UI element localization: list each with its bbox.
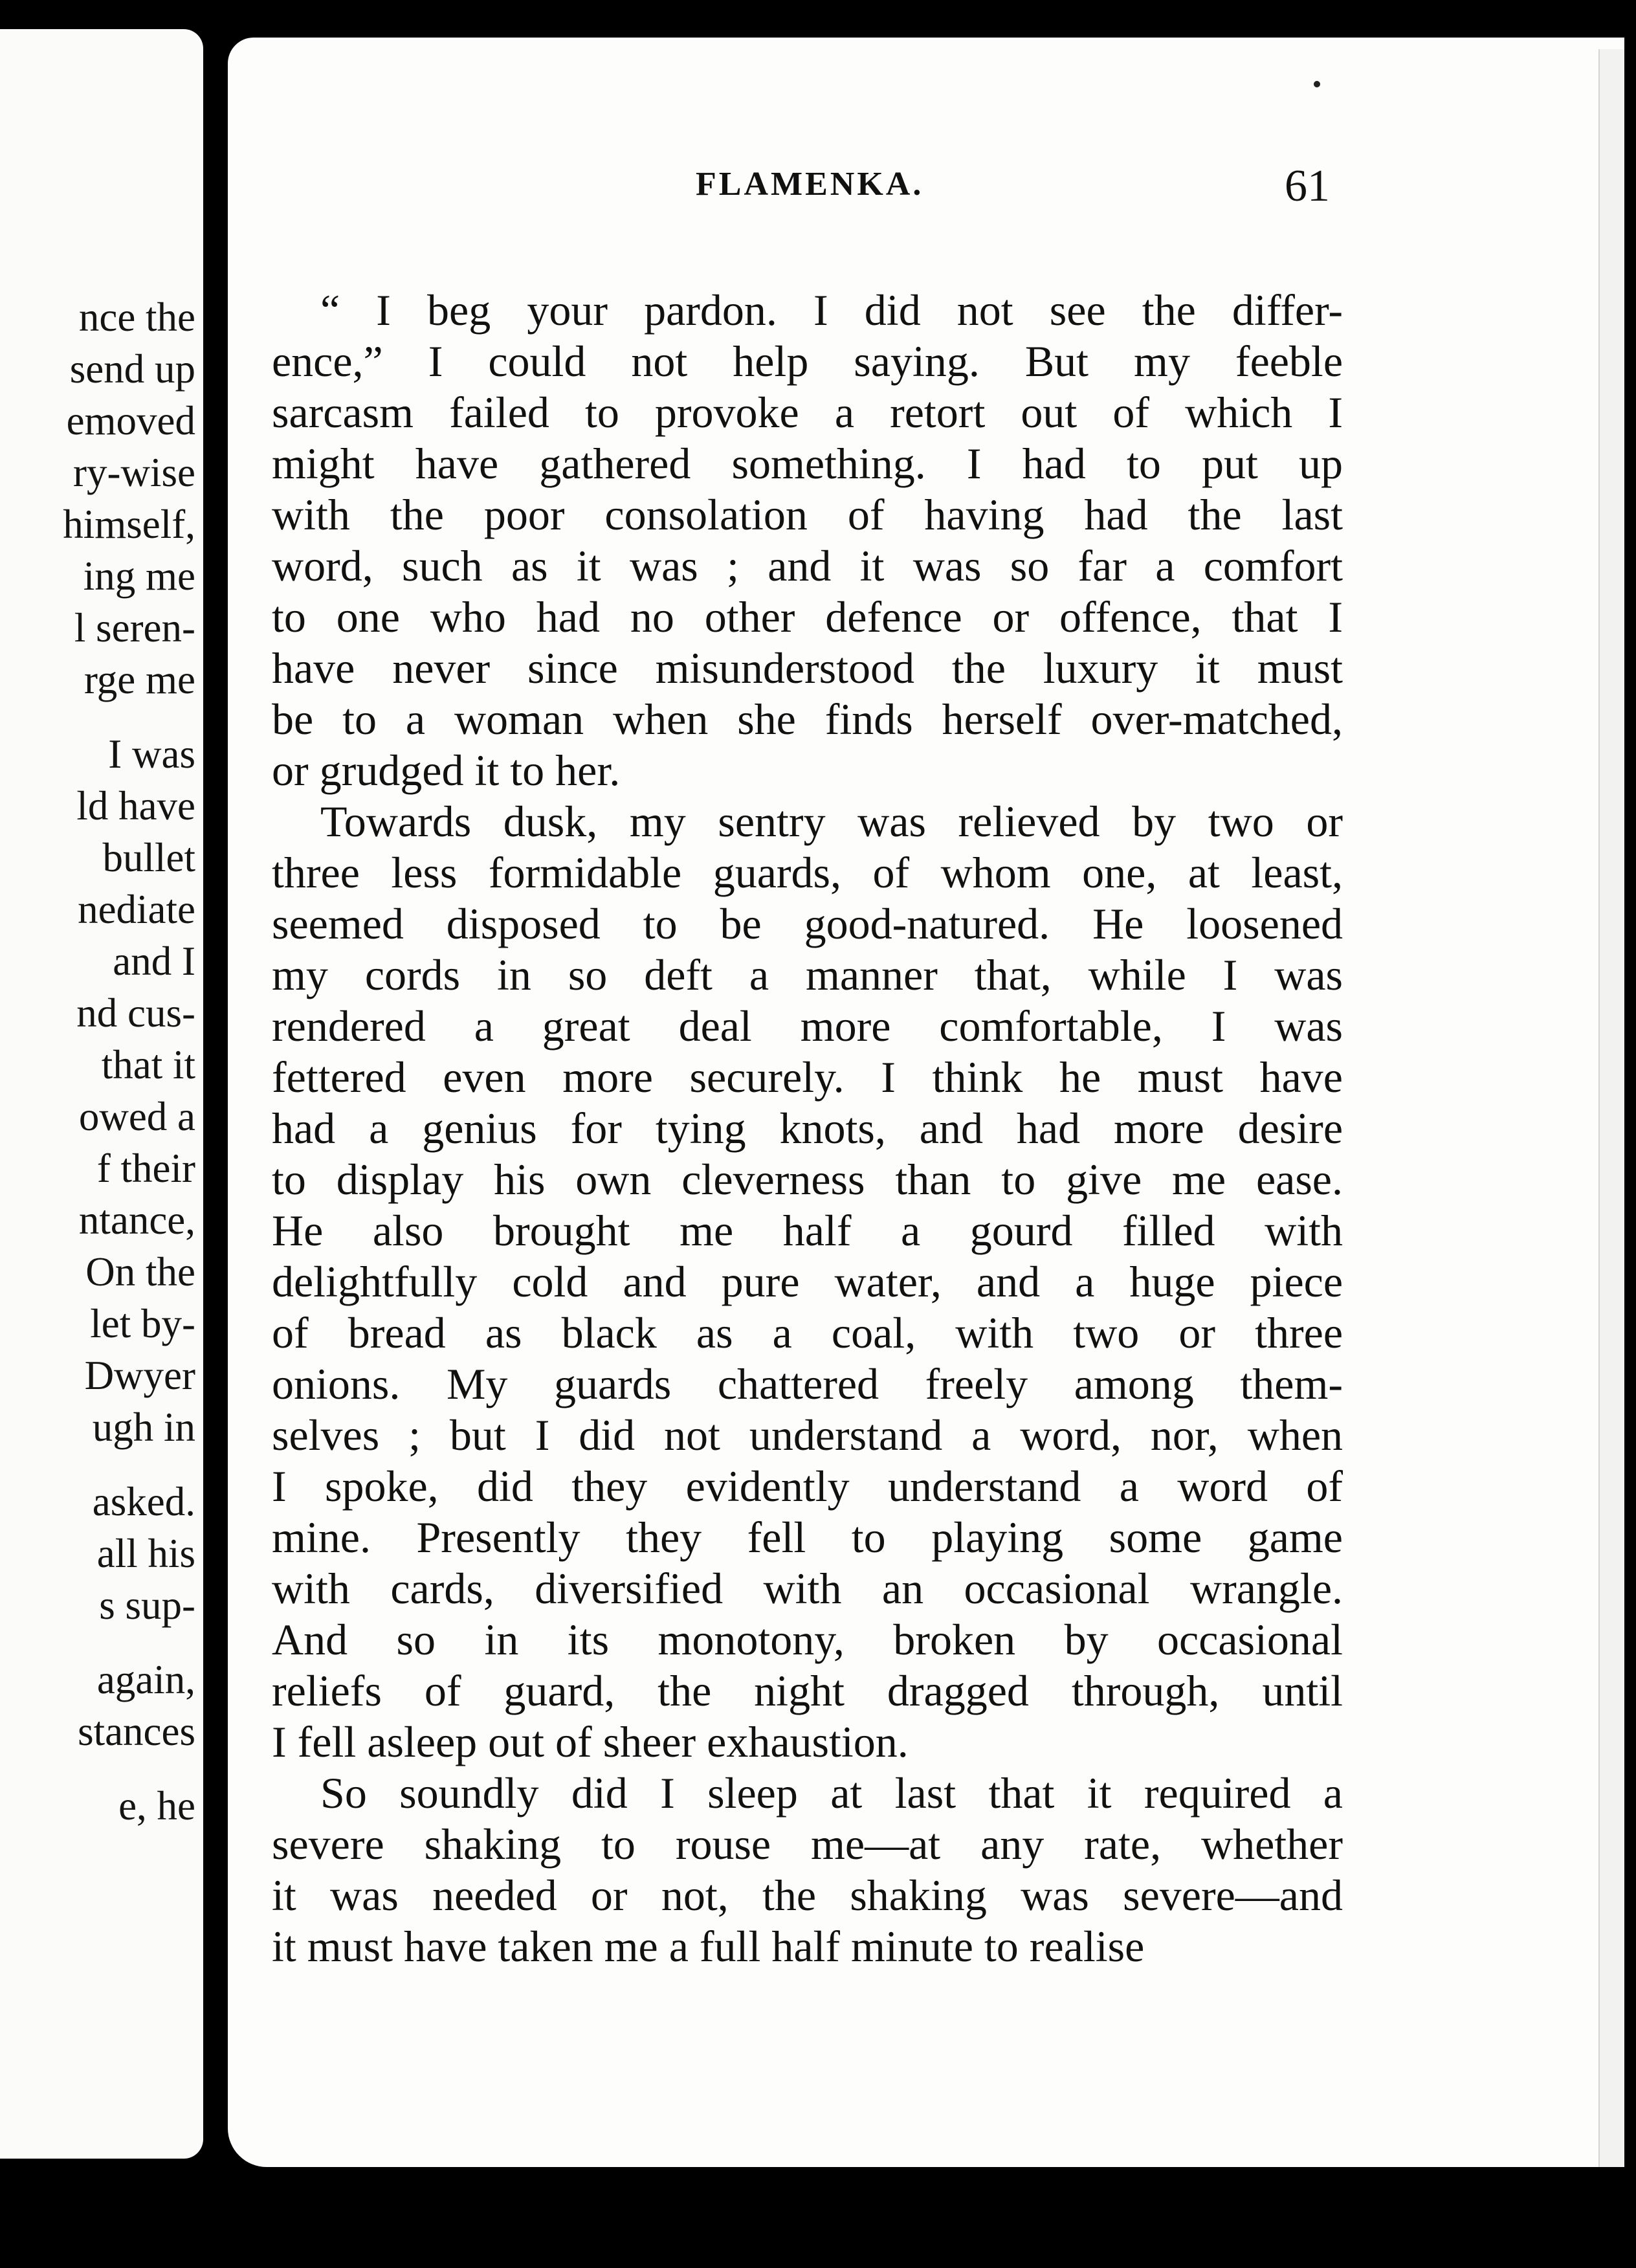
left-page-line: owed a — [78, 1094, 195, 1139]
left-page-line: all his — [96, 1531, 195, 1576]
text-line: might have gathered something. I had to put up — [272, 439, 1343, 488]
text-line: reliefs of guard, the night dragged through, until — [272, 1666, 1343, 1715]
text-line: or grudged it to her. — [272, 746, 621, 795]
text-line: word, such as it was ; and it was so far a comfort — [272, 541, 1343, 590]
text-line: severe shaking to rouse me—at any rate, whether — [272, 1819, 1343, 1869]
text-line: onions. My guards chattered freely among them- — [272, 1359, 1343, 1408]
left-page-line: let by- — [90, 1301, 195, 1346]
left-page-line: rge me — [83, 657, 195, 702]
left-page-line: Dwyer — [84, 1353, 195, 1398]
text-line: have never since misunderstood the luxury it must — [272, 643, 1343, 693]
left-page-line: ntance, — [78, 1197, 195, 1243]
text-line: sarcasm failed to provoke a retort out of which I — [272, 388, 1343, 437]
left-page-line: bullet — [102, 835, 195, 880]
text-line: of bread as black as a coal, with two or three — [272, 1308, 1343, 1357]
left-page-line: ugh in — [92, 1405, 195, 1450]
line-gap — [1, 1631, 195, 1654]
page-edge — [1598, 49, 1624, 2167]
left-page-line: nediate — [78, 887, 195, 932]
text-line: seemed disposed to be good-natured. He loosened — [272, 899, 1343, 948]
text-line: So soundly did I sleep at last that it required a — [320, 1768, 1343, 1818]
text-line: And so in its monotony, broken by occasional — [272, 1615, 1343, 1664]
line-gap — [1, 706, 195, 728]
left-page-line: himself, — [63, 502, 195, 547]
text-line: I fell asleep out of sheer exhaustion. — [272, 1717, 909, 1766]
left-page-line: I was — [108, 731, 195, 777]
left-page-line: again, — [96, 1657, 195, 1702]
left-page-line: nce the — [78, 295, 195, 340]
left-page-line: On the — [85, 1249, 195, 1295]
left-page-line: l seren- — [74, 605, 195, 650]
left-facing-page — [0, 29, 203, 2159]
text-line: be to a woman when she finds herself over-matched, — [272, 695, 1343, 744]
text-line: three less formidable guards, of whom one, at least, — [272, 848, 1343, 897]
text-line: Towards dusk, my sentry was relieved by two or — [320, 797, 1343, 846]
paragraph — [272, 796, 1343, 1768]
text-line: selves ; but I did not understand a word, nor, when — [272, 1410, 1343, 1460]
page-number: 61 — [1285, 161, 1330, 211]
paragraph — [272, 285, 1343, 796]
text-line: with cards, diversified with an occasional wrangle. — [272, 1564, 1343, 1613]
left-page-line: asked. — [92, 1479, 195, 1524]
left-page-line: send up — [69, 346, 195, 392]
book-gutter — [203, 26, 229, 2168]
text-line: rendered a great deal more comfortable, I was — [272, 1001, 1343, 1051]
left-page-line: that it — [101, 1042, 195, 1087]
text-line: my cords in so deft a manner that, while I was — [272, 950, 1343, 999]
text-line: mine. Presently they fell to playing some game — [272, 1513, 1343, 1562]
text-line: I spoke, did they evidently understand a word of — [272, 1462, 1343, 1511]
text-line: “ I beg your pardon. I did not see the differ- — [320, 285, 1343, 335]
text-line: had a genius for tying knots, and had more desire — [272, 1104, 1343, 1153]
left-page-line: e, he — [118, 1783, 195, 1829]
text-line: fettered even more securely. I think he must have — [272, 1052, 1343, 1102]
left-page-line: and I — [113, 939, 195, 984]
text-line: to display his own cleverness than to give me ease. — [272, 1155, 1343, 1204]
left-page-line: ing me — [83, 553, 195, 599]
left-page-line: f their — [96, 1146, 195, 1191]
text-line: delightfully cold and pure water, and a huge piece — [272, 1257, 1343, 1306]
left-page-line: ry-wise — [73, 450, 195, 495]
text-line: He also brought me half a gourd filled with — [272, 1206, 1343, 1255]
text-line: to one who had no other defence or offence, that I — [272, 592, 1343, 641]
text-line: ence,” I could not help saying. But my feeble — [272, 337, 1343, 386]
left-page-line: nd cus- — [76, 990, 195, 1036]
line-gap — [1, 1757, 195, 1780]
left-page-line: stances — [78, 1709, 195, 1754]
left-page-line: emoved — [66, 398, 195, 443]
text-line: with the poor consolation of having had the last — [272, 490, 1343, 539]
text-line: it must have taken me a full half minute to realise — [272, 1922, 1145, 1971]
paragraph — [272, 1768, 1343, 1972]
text-line: it was needed or not, the shaking was severe—and — [272, 1871, 1343, 1920]
body-text — [272, 285, 1343, 1972]
left-page-line: ld have — [76, 783, 195, 828]
left-page-line: s sup- — [99, 1583, 195, 1628]
ink-speck — [1314, 81, 1320, 87]
line-gap — [1, 1453, 195, 1476]
left-page-text — [1, 291, 195, 1832]
running-head: FLAMENKA. — [696, 166, 924, 203]
